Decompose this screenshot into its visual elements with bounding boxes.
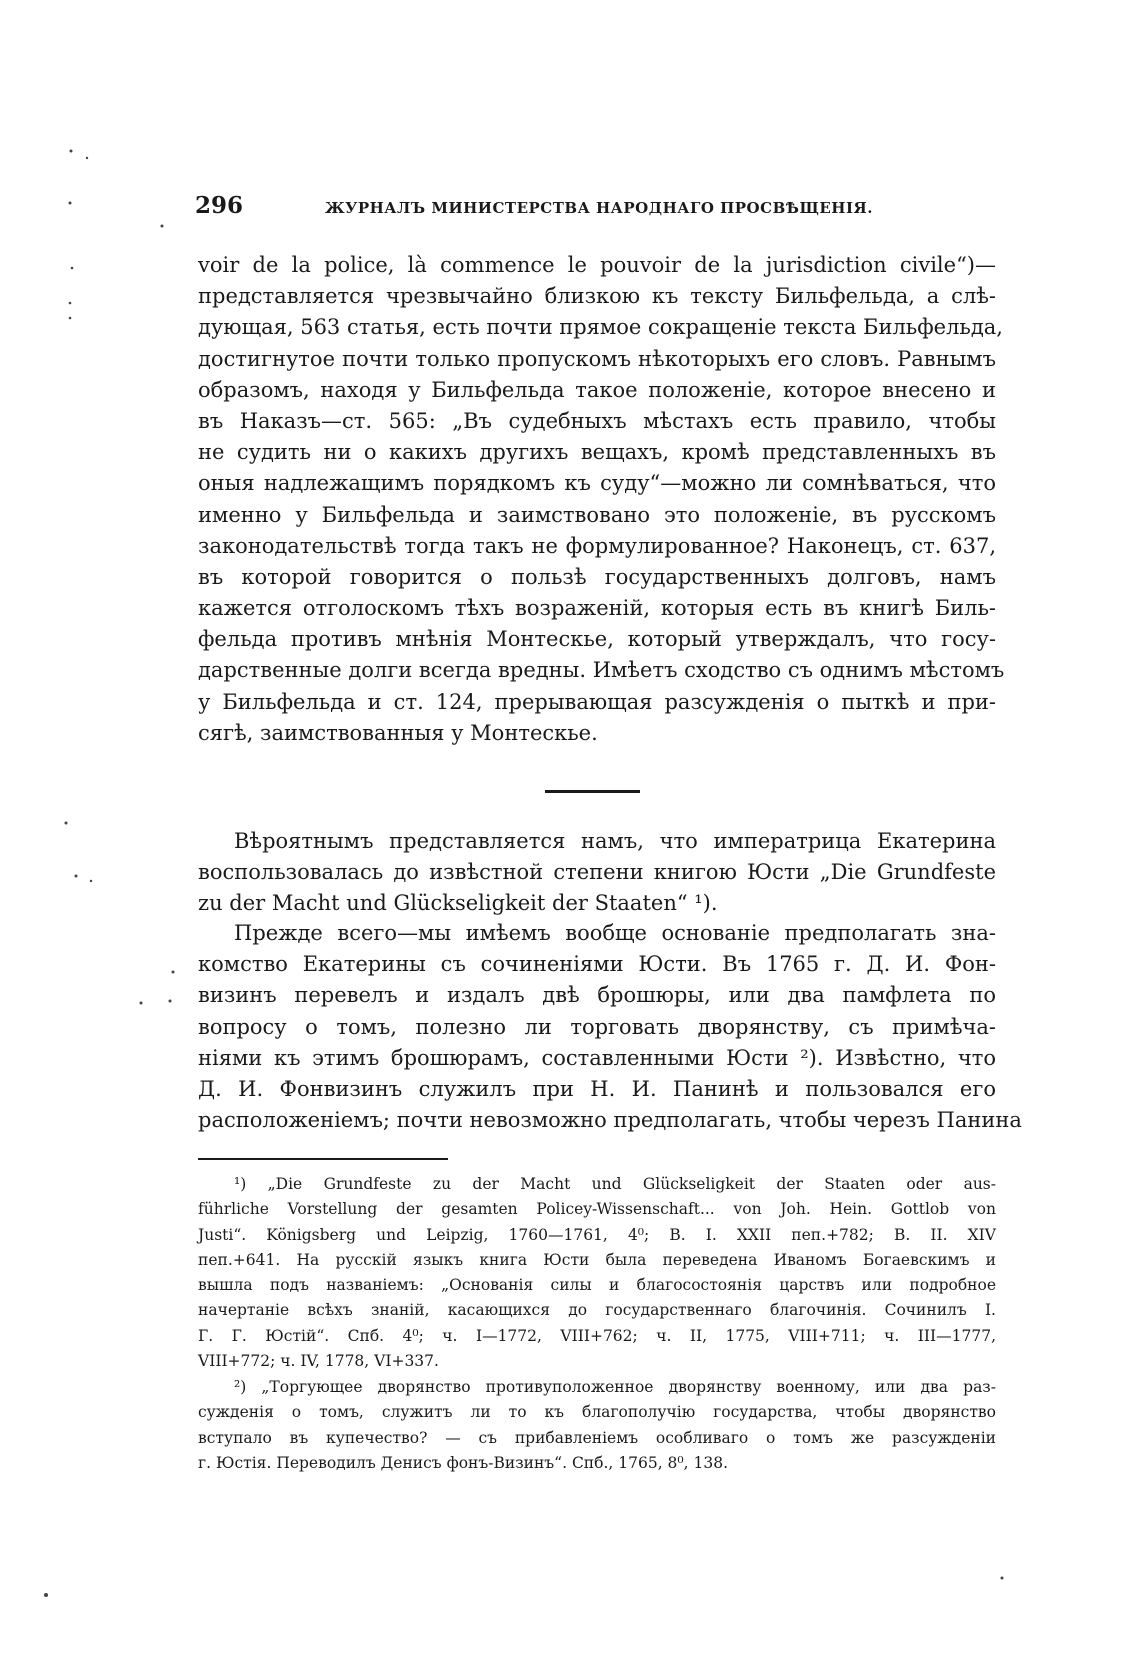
scan-speck: [69, 202, 72, 205]
scan-speck: [140, 1002, 143, 1005]
text-line: Д. И. Фонвизинъ служилъ при Н. И. Панинѣ и пользовался его: [198, 1076, 996, 1101]
text-line: у Бильфельда и ст. 124, прерывающая разсужденія о пыткѣ и при-: [198, 689, 996, 714]
scan-speck: [71, 267, 74, 270]
scan-speck: [1001, 1577, 1004, 1580]
text-line: именно у Бильфельда и заимствовано это положеніе, въ русскомъ: [198, 502, 996, 527]
text-line: комство Екатерины съ сочиненіями Юсти. Въ 1765 г. Д. И. Фон-: [198, 952, 996, 977]
scan-speck: [69, 317, 72, 320]
text-line: въ которой говорится о пользѣ государственныхъ долговъ, намъ: [198, 564, 996, 589]
text-line: Прежде всего—мы имѣемъ вообще основаніе предполагать зна-: [234, 921, 996, 945]
scan-speck: [44, 1593, 48, 1597]
text-line: ніями къ этимъ брошюрамъ, составленными Юсти ²). Извѣстно, что: [198, 1045, 996, 1070]
text-line: достигнутое почти только пропускомъ нѣкоторыхъ его словъ. Равнымъ: [198, 346, 996, 371]
scan-speck: [161, 225, 164, 228]
scan-speck: [169, 1000, 172, 1003]
scan-speck: [65, 822, 68, 825]
footnote-line: г. Юстія. Переводилъ Денисъ фонъ-Визинъ“. Спб., 1765, 8⁰, 138.: [198, 1453, 728, 1472]
scan-speck: [70, 150, 73, 153]
running-title: ЖУРНАЛЪ МИНИСТЕРСТВА НАРОДНАГО ПРОСВѢЩЕНІЯ.: [325, 199, 873, 217]
page-number: 296: [195, 192, 244, 219]
text-line: кажется отголоскомъ тѣхъ возраженій, которыя есть въ книгѣ Биль-: [198, 596, 996, 621]
text-line: voir de la police, là commence le pouvoir de la jurisdiction civile“)—: [198, 253, 996, 277]
footnote-line: ²) „Торгующее дворянство противуположенное дворянству военному, или два раз-: [234, 1378, 996, 1396]
text-line: zu der Macht und Glückseligkeit der Staaten“ ¹).: [198, 891, 718, 916]
scan-speck: [172, 971, 175, 974]
footnote-line: пеп.+641. На русскій языкъ книга Юсти была переведена Иваномъ Богаевскимъ и: [198, 1250, 996, 1269]
text-line: визинъ перевелъ и издалъ двѣ брошюры, или два памфлета по: [198, 983, 996, 1008]
text-line: расположеніемъ; почти невозможно предполагать, чтобы черезъ Панина: [198, 1108, 1022, 1133]
text-line: въ Наказъ—ст. 565: „Въ судебныхъ мѣстахъ есть правило, чтобы: [198, 408, 996, 433]
footnote-line: ¹) „Die Grundfeste zu der Macht und Glückseligkeit der Staaten oder aus-: [234, 1175, 996, 1193]
text-line: воспользовалась до извѣстной степени книгою Юсти „Die Grundfeste: [198, 860, 996, 885]
footnote-line: сужденія о томъ, служитъ ли то къ благополучію государства, чтобы дворянство: [198, 1403, 996, 1422]
text-line: дующая, 563 статья, есть почти прямое сокращеніе текста Бильфельда,: [198, 315, 1003, 340]
text-line: представляется чрезвычайно близкою къ тексту Бильфельда, а слѣ-: [198, 284, 996, 309]
footnote-line: Justi“. Königsberg und Leipzig, 1760—1761, 4⁰; B. I. XXII пеп.+782; B. II. XIV: [198, 1225, 996, 1244]
footnote-line: начертаніе всѣхъ знаній, касающихся до государственнаго благочинія. Сочинилъ І.: [198, 1301, 996, 1320]
text-line: оныя надлежащимъ порядкомъ къ суду“—можно ли сомнѣваться, что: [198, 471, 996, 496]
footnote-line: вступало въ купечество? — съ прибавленіемъ особливаго о томъ же разсужденіи: [198, 1428, 996, 1447]
text-line: Вѣроятнымъ представляется намъ, что императрица Екатерина: [234, 829, 996, 853]
text-line: образомъ, находя у Бильфельда такое положеніе, которое внесено и: [198, 377, 996, 402]
footnote-line: führliche Vorstellung der gesamten Policey-Wissenschaft... von Joh. Hein. Gottlob von: [198, 1200, 996, 1219]
scan-speck: [90, 880, 92, 882]
scan-speck: [75, 875, 78, 878]
text-line: дарственные долги всегда вредны. Имѣетъ сходство съ однимъ мѣстомъ: [198, 658, 1005, 683]
footnote-line: VIII+772; ч. IV, 1778, VI+337.: [198, 1352, 439, 1371]
scan-speck: [86, 157, 88, 159]
text-line: сягѣ, заимствованныя у Монтескье.: [198, 720, 598, 745]
text-line: вопросу о томъ, полезно ли торговать дворянству, съ примѣча-: [198, 1014, 996, 1039]
text-line: не судить ни о какихъ другихъ вещахъ, кромѣ представленныхъ въ: [198, 440, 996, 465]
footnote-line: Г. Г. Юстій“. Спб. 4⁰; ч. I—1772, VIII+762; ч. II, 1775, VIII+711; ч. III—1777,: [198, 1326, 996, 1345]
text-line: фельда противъ мнѣнія Монтескье, который утверждалъ, что госу-: [198, 627, 996, 652]
footnote-line: вышла подъ названіемъ: „Основанія силы и благосостоянія царствъ или подробное: [198, 1276, 996, 1295]
scan-speck: [69, 302, 72, 305]
text-line: законодательствѣ тогда такъ не формулированное? Наконецъ, ст. 637,: [198, 533, 996, 558]
